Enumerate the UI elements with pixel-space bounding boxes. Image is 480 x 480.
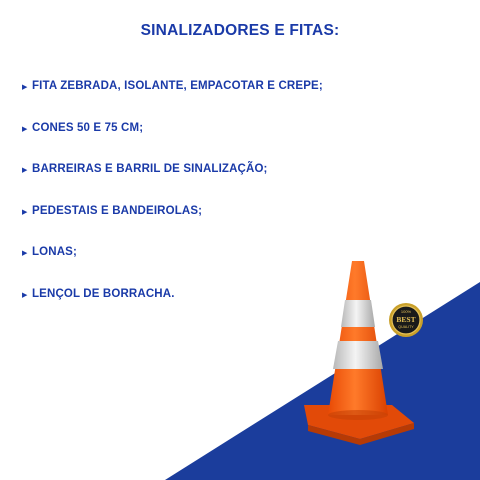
badge-top-text: 100% <box>400 309 412 314</box>
triangle-right-icon: ▶ <box>22 208 28 216</box>
list-item-label: LENÇOL DE BORRACHA. <box>32 287 175 300</box>
triangle-right-icon: ▶ <box>22 167 28 174</box>
list-item <box>22 80 323 122</box>
best-quality-seal-icon <box>388 302 424 338</box>
triangle-right-icon: ▶ <box>22 125 28 133</box>
product-list <box>22 80 323 329</box>
list-item <box>22 163 323 205</box>
list-item <box>22 246 323 288</box>
triangle-right-icon: ▶ <box>22 250 28 257</box>
traffic-cone-icon <box>300 255 420 445</box>
list-item-label: CONES 50 E 75 CM; <box>32 121 144 134</box>
list-item-label: FITA ZEBRADA, ISOLANTE, EMPACOTAR E CREPE; <box>32 80 323 92</box>
list-item-label: BARREIRAS E BARRIL DE SINALIZAÇÃO; <box>32 163 268 175</box>
badge-main-text: BEST <box>396 315 416 324</box>
list-item <box>22 288 323 330</box>
list-item-label: PEDESTAIS E BANDEIROLAS; <box>32 204 203 217</box>
list-item <box>22 122 323 164</box>
triangle-right-icon: ▶ <box>22 84 28 91</box>
list-item <box>22 205 323 247</box>
triangle-right-icon: ▶ <box>22 291 28 299</box>
list-item-label: LONAS; <box>32 246 77 258</box>
page-title: SINALIZADORES E FITAS: <box>140 22 340 39</box>
badge-bottom-text: QUALITY <box>398 325 414 329</box>
